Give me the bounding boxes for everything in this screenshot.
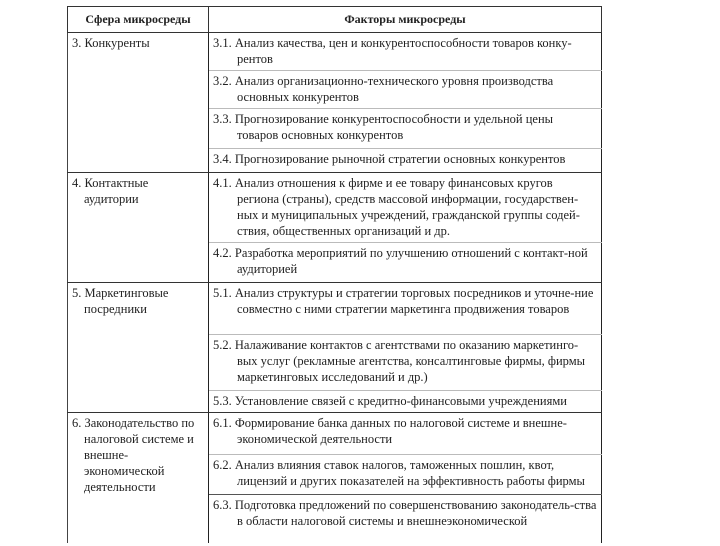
factor-text: Анализ организационно-технического уровня производства основных конкурентов <box>234 74 554 104</box>
factor-text: Анализ влияния ставок налогов, таможенных пошлин, квот, лицензий и других показателей на эффективность работы фирмы <box>234 458 585 488</box>
microenvironment-table <box>67 6 602 543</box>
factor-cell <box>209 71 602 109</box>
sphere-label: 4. Контактные аудитории <box>72 176 149 206</box>
factor-text: Разработка мероприятий по улучшению отношений с контакт-ной аудиторией <box>234 246 588 276</box>
table-header-row <box>68 7 602 33</box>
factor-cell <box>209 335 602 391</box>
factor-cell <box>209 109 602 149</box>
factor-cell <box>209 413 602 455</box>
sphere-cell <box>68 33 209 173</box>
column-header-factors: Факторы микросреды <box>209 7 602 33</box>
factor-number: 4.2. <box>213 246 232 260</box>
factor-cell <box>209 173 602 243</box>
sphere-cell <box>68 413 209 543</box>
factor-cell <box>209 283 602 335</box>
factor-cell <box>209 33 602 71</box>
sphere-label: 6. Законодательство по налоговой системе и внешне-экономической деятельности <box>72 416 195 494</box>
factor-number: 3.2. <box>213 74 232 88</box>
factor-number: 3.1. <box>213 36 232 50</box>
table-row <box>68 33 602 71</box>
sphere-label: 3. Конкуренты <box>72 36 150 50</box>
factor-text: Формирование банка данных по налоговой системе и внешне-экономической деятельности <box>234 416 567 446</box>
factor-text: Подготовка предложений по совершенствованию законодатель-ства в области налоговой системы и внешнеэкономической <box>234 498 597 528</box>
factor-cell <box>209 391 602 413</box>
table-row <box>68 173 602 243</box>
factor-cell <box>209 149 602 173</box>
factor-cell <box>209 243 602 283</box>
column-header-sphere: Сфера микросреды <box>68 7 209 33</box>
factor-number: 6.3. <box>213 498 232 512</box>
factor-text: Прогнозирование конкурентоспособности и удельной цены товаров основных конкурентов <box>234 112 554 142</box>
factor-number: 5.3. <box>213 394 232 408</box>
factor-text: Налаживание контактов с агентствами по оказанию маркетинго-вых услуг (рекламные агентства, консалтинговые фирмы, фирмы маркетинговых исследований и др.) <box>234 338 586 384</box>
factor-number: 3.4. <box>213 152 232 166</box>
factor-number: 6.2. <box>213 458 232 472</box>
factor-text: Прогнозирование рыночной стратегии основных конкурентов <box>234 152 566 166</box>
factor-number: 3.3. <box>213 112 232 126</box>
factor-number: 5.2. <box>213 338 232 352</box>
factor-text: Установление связей с кредитно-финансовыми учреждениями <box>234 394 567 408</box>
factor-text: Анализ качества, цен и конкурентоспособности товаров конку-рентов <box>234 36 572 66</box>
factor-cell <box>209 495 602 543</box>
factor-cell <box>209 455 602 495</box>
factor-text: Анализ структуры и стратегии торговых посредников и уточне-ние совместно с ними стратегии маркетинга продвижения товаров <box>234 286 594 316</box>
factor-number: 6.1. <box>213 416 232 430</box>
document-page <box>67 6 601 546</box>
sphere-cell <box>68 173 209 283</box>
factor-number: 5.1. <box>213 286 232 300</box>
sphere-cell <box>68 283 209 413</box>
sphere-label: 5. Маркетинговые посредники <box>72 286 169 316</box>
table-row <box>68 283 602 335</box>
factor-text: Анализ отношения к фирме и ее товару финансовых кругов региона (страны), средств массовой информации, государствен-ных и муниципальных учреждений, гражданской группы содей-ствия, общественных организаций и др. <box>234 176 580 238</box>
table-row <box>68 413 602 455</box>
factor-number: 4.1. <box>213 176 232 190</box>
